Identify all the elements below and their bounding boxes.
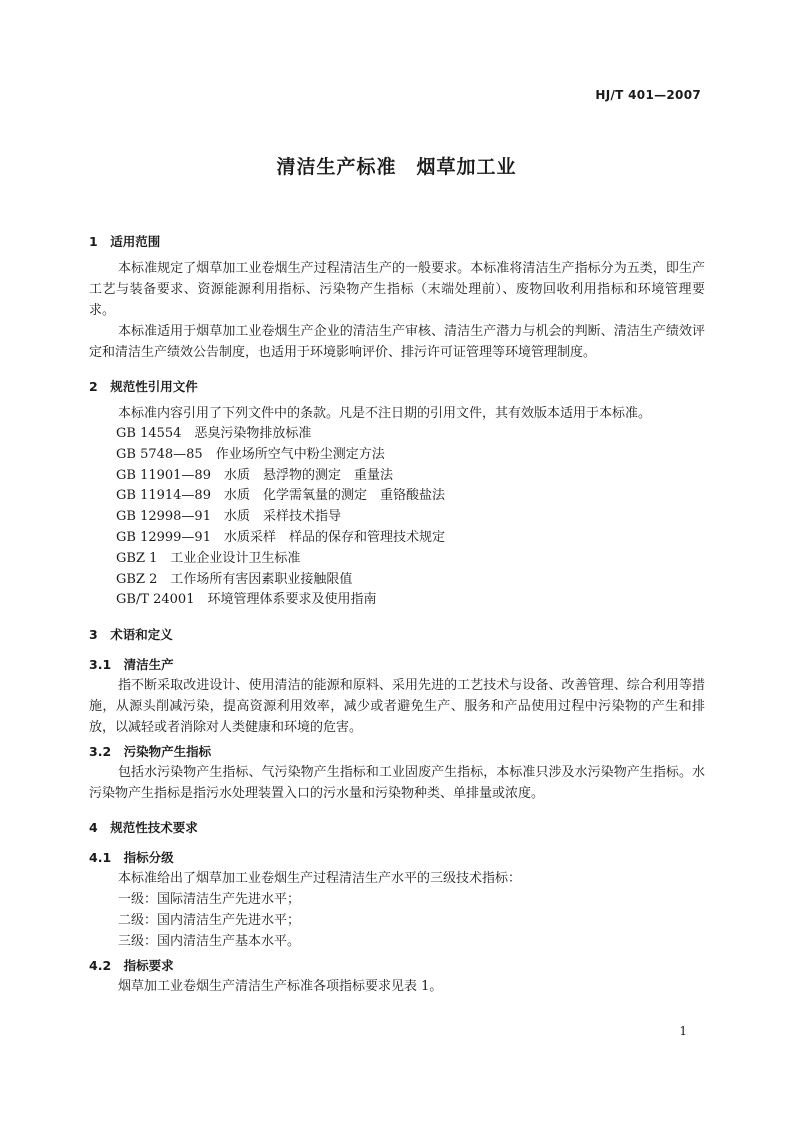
standard-code: HJ/T 401—2007 bbox=[595, 88, 701, 102]
document-title: 清洁生产标准 烟草加工业 bbox=[276, 156, 517, 178]
reference-item: GB 12999—91 水质采样 样品的保存和管理技术规定 bbox=[116, 529, 445, 545]
document-body bbox=[89, 232, 705, 997]
reference-item: GB/T 24001 环境管理体系要求及使用指南 bbox=[116, 592, 377, 608]
section-3-2-heading: 3.2 污染物产生指标 bbox=[89, 744, 212, 760]
section-3-2-text: 包括水污染物产生指标、气污染物产生指标和工业固废产生指标，本标准只涉及水污染物产生指标。水污染物产生指标是指污水处理装置入口的污水量和污染物种类、单排量或浓度。 bbox=[89, 765, 705, 802]
section-4-2-text: 烟草加工业卷烟生产清洁生产标准各项指标要求见表 1。 bbox=[118, 979, 443, 995]
level-item: 二级：国内清洁生产先进水平； bbox=[118, 913, 301, 929]
section-4-2-heading: 4.2 指标要求 bbox=[89, 958, 174, 974]
section-4-heading: 4 规范性技术要求 bbox=[89, 820, 198, 836]
level-item: 三级：国内清洁生产基本水平。 bbox=[118, 934, 301, 950]
section-1-heading: 1 适用范围 bbox=[89, 234, 161, 249]
section-4-1-heading: 4.1 指标分级 bbox=[89, 850, 174, 866]
reference-list bbox=[89, 424, 705, 611]
reference-item: GBZ 1 工业企业设计卫生标准 bbox=[116, 550, 301, 566]
section-1-paragraph-2: 本标准适用于烟草加工业卷烟生产企业的清洁生产审核、清洁生产潜力与机会的判断、清洁生产绩效评定和清洁生产绩效公告制度，也适用于环境影响评价、排污许可证管理等环境管理制度。 bbox=[89, 324, 705, 360]
section-3-1-text: 指不断采取改进设计、使用清洁的能源和原料、采用先进的工艺技术与设备、改善管理、综合利用等措施，从源头削减污染，提高资源利用效率，减少或者避免生产、服务和产品使用过程中污染物的产生和排放，以减轻或者消除对人类健康和环境的危害。 bbox=[89, 678, 705, 736]
reference-item: GBZ 2 工作场所有害因素职业接触限值 bbox=[116, 571, 353, 587]
reference-item: GB 14554 恶臭污染物排放标准 bbox=[116, 426, 312, 441]
section-3-heading: 3 术语和定义 bbox=[89, 627, 173, 643]
section-3-1-heading: 3.1 清洁生产 bbox=[89, 657, 174, 673]
section-4-1-intro: 本标准给出了烟草加工业卷烟生产过程清洁生产水平的三级技术指标： bbox=[118, 871, 522, 887]
level-item: 一级：国际清洁生产先进水平； bbox=[118, 892, 301, 908]
reference-item: GB 11901—89 水质 悬浮物的测定 重量法 bbox=[116, 467, 393, 483]
reference-item: GB 5748—85 作业场所空气中粉尘测定方法 bbox=[116, 446, 385, 462]
section-2-intro: 本标准内容引用了下列文件中的条款。凡是不注日期的引用文件，其有效版本适用于本标准。 bbox=[118, 406, 652, 421]
section-1-paragraph-1: 本标准规定了烟草加工业卷烟生产过程清洁生产的一般要求。本标准将清洁生产指标分为五类，即生产工艺与装备要求、资源能源利用指标、污染物产生指标（末端处理前）、废物回收利用指标和环境管理要求。 bbox=[89, 261, 705, 318]
reference-item: GB 11914—89 水质 化学需氧量的测定 重铬酸盐法 bbox=[116, 488, 445, 504]
reference-item: GB 12998—91 水质 采样技术指导 bbox=[116, 509, 341, 525]
page-number: 1 bbox=[679, 1024, 687, 1038]
section-2-heading: 2 规范性引用文件 bbox=[89, 379, 198, 394]
